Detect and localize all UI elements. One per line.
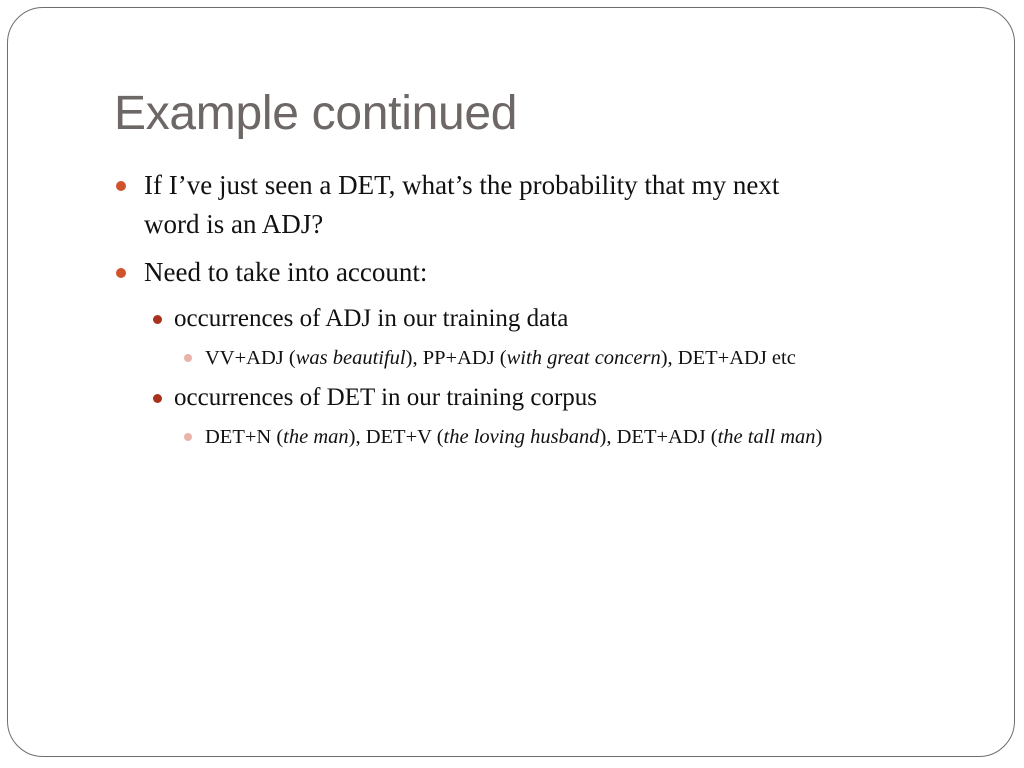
example-text: ), DET+V ( — [348, 426, 444, 448]
sub-bullet-dot-icon — [153, 394, 162, 403]
example-italic-text: with great concern — [506, 347, 661, 369]
example-italic-text: was beautiful — [295, 347, 406, 369]
example-text: VV+ADJ ( — [205, 347, 296, 369]
sub-bullet-item: occurrences of DET in our training corpus — [174, 384, 598, 411]
example-italic-text: the man — [283, 426, 349, 448]
example-text: DET+N ( — [205, 426, 284, 448]
example-text: ), DET+ADJ ( — [599, 426, 718, 448]
sub-bullet-item: occurrences of ADJ in our training data — [174, 305, 569, 332]
slide-title: Example continued — [114, 87, 518, 140]
bullet-item — [144, 166, 944, 244]
sub-sub-bullet-dot-icon — [184, 354, 192, 362]
example-italic-text: the tall man — [717, 426, 816, 448]
sub-sub-bullet-item — [205, 343, 796, 373]
example-text: ) — [815, 426, 823, 448]
example-text: ), PP+ADJ ( — [405, 347, 507, 369]
example-italic-text: the loving husband — [443, 426, 600, 448]
bullet-item: Need to take into account: — [144, 257, 428, 287]
bullet-text-line: word is an ADJ? — [144, 209, 324, 239]
sub-sub-bullet-dot-icon — [184, 433, 192, 441]
bullet-dot-icon — [116, 181, 126, 191]
example-text: ), DET+ADJ etc — [660, 347, 796, 369]
sub-sub-bullet-item — [205, 422, 822, 452]
bullet-text-line: If I’ve just seen a DET, what’s the probability that my next — [144, 170, 780, 200]
sub-bullet-dot-icon — [153, 315, 162, 324]
bullet-dot-icon — [116, 268, 126, 278]
